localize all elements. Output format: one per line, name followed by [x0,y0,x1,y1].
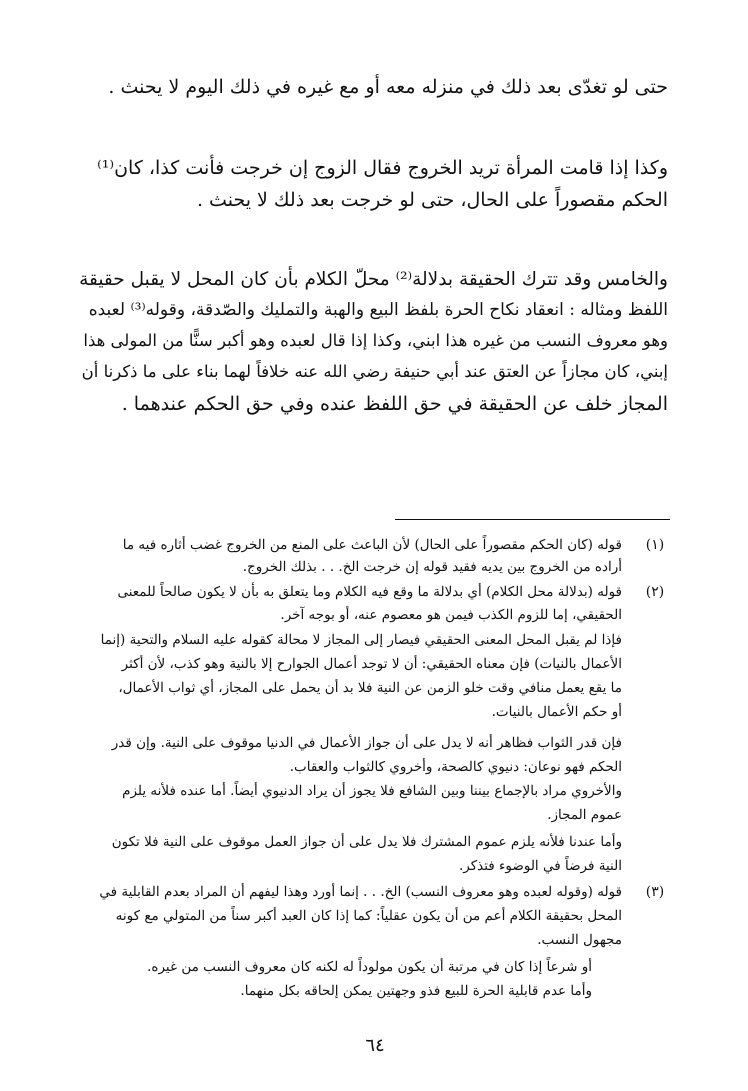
footnote-line: والأخروي مراد بالإجماع بيننا وبين الشافع فلا يجوز أن يراد الدنيوي أيضاً. أما عنده فلأنه يلزم [122,783,622,799]
footnote-line: أو شرعاً إذا كان في مرتبة أن يكون مولوداً له لكنه كان معروف النسب من غيره. [147,959,592,975]
footnote-line: قوله (بدلالة محل الكلام) أي بدلالة ما وقع فيه الكلام وما يتعلق به بأن لا يكون صالحاً للمعنى [117,584,622,600]
footnote-line: فإذا لم يقبل المحل المعنى الحقيقي فيصار إلى المجاز لا محالة كقوله عليه السلام والتحية (إنما [100,632,622,648]
footnote-number: (٢) [645,584,665,600]
footnote-divider [395,519,670,520]
footnote-line: وأما عندنا فلأنه يلزم عموم المشترك فلا يدل على أن جواز العمل موقوف على النية فلا تكون [111,834,622,850]
footnote-number: (٣) [645,884,665,900]
footnote-number: (١) [645,537,665,553]
footnote-line: أراده من الخروج بين يديه فقيد قوله إن خرجت الخ. . . بذلك الخروج. [242,559,622,575]
main-text-line: والخامس وقد تترك الحقيقة بدلالة⁽²⁾ محلّ الكلام بأن كان المحل لا يقبل حقيقة [79,269,668,290]
main-text-line: الحكم مقصوراً على الحال، حتى لو خرجت بعد ذلك لا يحنث . [196,189,668,211]
footnote-line: قوله (كان الحكم مقصوراً على الحال) لأن الباعث على المنع من الخروج غضب أثاره فيه ما [122,537,622,553]
footnote-line: الحكم فهو نوعان: دنيوي كالصحة، وأخروي كالثواب والعقاب. [289,759,622,775]
footnote-line: وأما عدم قابلية الحرة للبيع فذو وجهتين يمكن إلحاقه بكل منهما. [240,983,592,999]
footnote-line: قوله (وقوله لعبده وهو معروف النسب) الخ. . . إنما أورد وهذا ليفهم أن المراد بعدم القابلية في [99,884,622,900]
main-text-line: اللفظ ومثاله : انعقاد نكاح الحرة بلفظ البيع والهبة والتمليك والصّدقة، وقوله⁽³⁾ لعبده [88,300,668,320]
footnote-line: الحقيقي، إما للزوم الكذب فيمن هو معصوم عنه، أو بوجه آخر. [280,607,622,623]
page-number: ٦٤ [365,1035,385,1056]
main-text-line: وكذا إذا قامت المرأة تريد الخروج فقال الزوج إن خرجت فأنت كذا، كان⁽¹⁾ [97,157,668,179]
main-text-line: إبني، كان مجازاً عن العتق عند أبي حنيفة رضي الله عنه خلافاً لهما بناء على ما ذكرنا أن [81,362,668,381]
main-text-line: المجاز خلف عن الحقيقة في حق اللفظ عنده وفي حق الحكم عندهما . [121,393,668,415]
footnote-line: ما يقع يعمل منافي وقت خلو الزمن عن النية فلا بد أن يحمل على المجاز، أي ثواب الأعمال، [118,680,622,696]
footnote-line: المحل بحقيقة الكلام أعم من أن يكون عقلياً: كما إذا كان العبد أكبر سناً من المتولي مع كونه [115,908,622,924]
footnote-line: النية فرضاً في الوضوء فتذكر. [458,858,622,874]
main-text-line: حتى لو تغدّى بعد ذلك في منزله معه أو مع غيره في ذلك اليوم لا يحنث . [108,76,668,98]
footnote-line: فإن قدر الثواب فظاهر أنه لا يدل على أن جواز الأعمال في الدنيا موقوف على النية. وإن قدر [111,735,622,751]
footnote-line: مجهول النسب. [537,932,622,948]
footnote-line: الأعمال بالنيات) فإن معناه الحقيقي: أن لا توجد أعمال الجوارح إلا بالنية وهو كذب، لأن أكثر [121,656,622,672]
main-text-line: وهو معروف النسب من غيره هذا ابني، وكذا إذا قال لعبده وهو أكبر سنًّا من المولى هذا [83,331,668,350]
footnote-line: عموم المجاز. [547,807,622,823]
footnote-line: أو حكم الأعمال بالنيات. [491,704,622,720]
